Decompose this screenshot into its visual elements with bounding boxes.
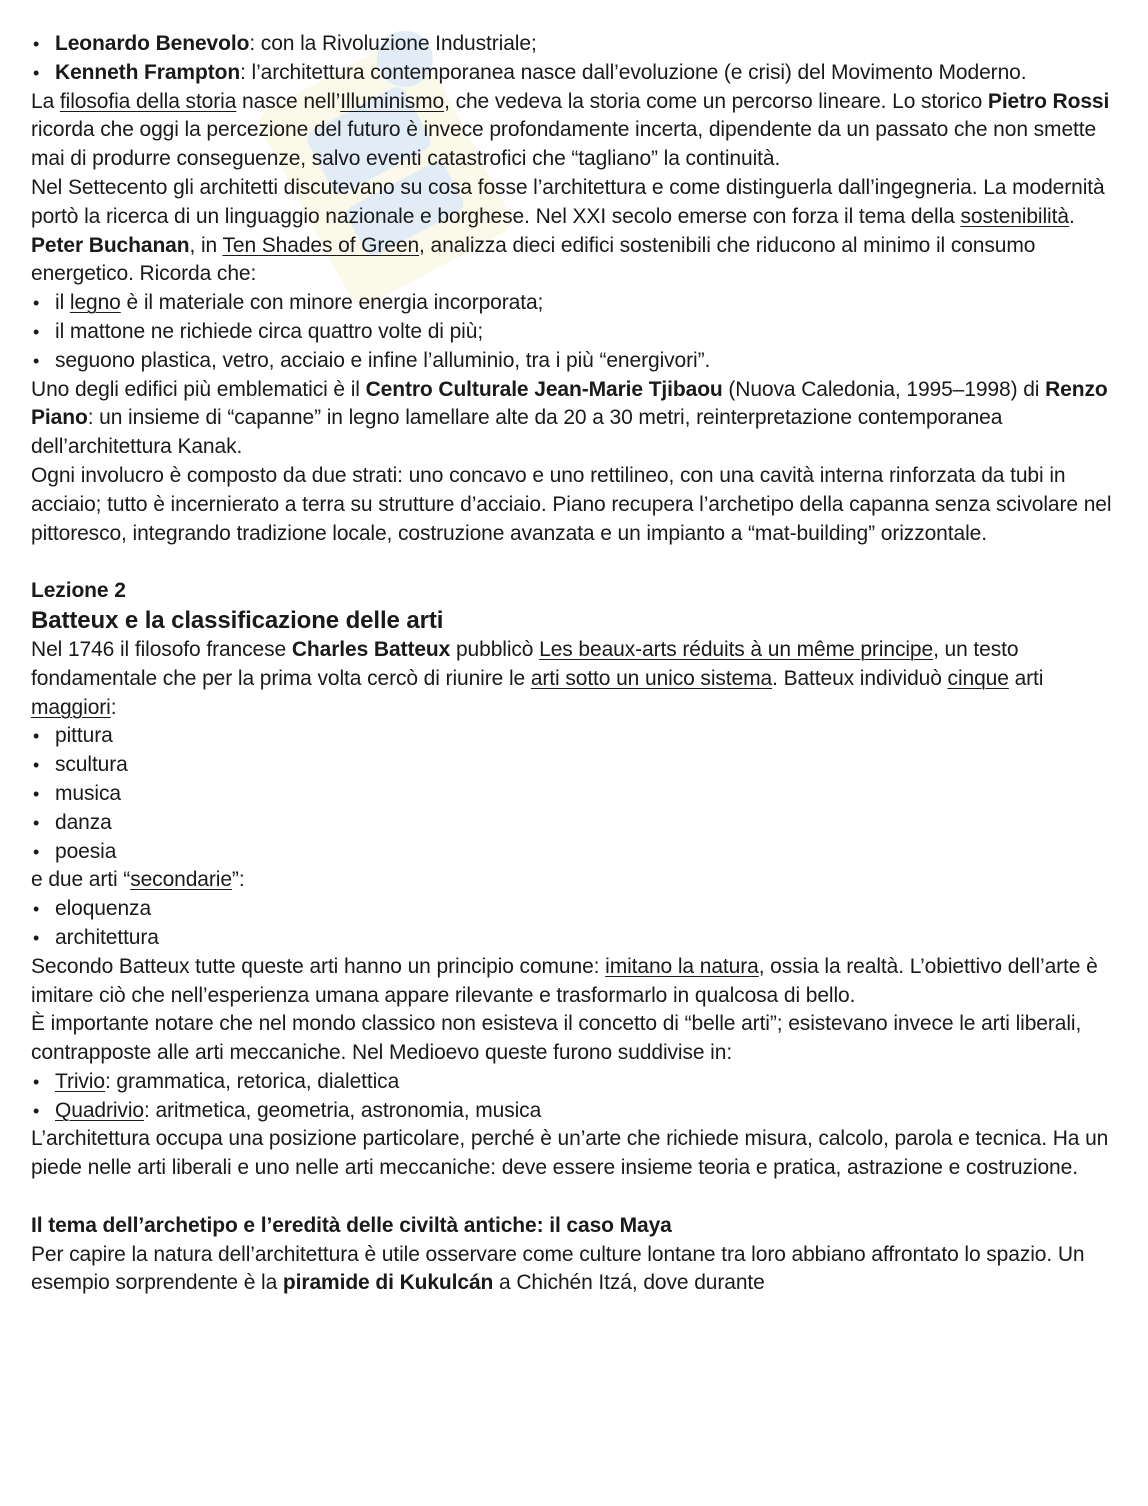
paragraph-tjibaou: Uno degli edifici più emblematici è il Centro Culturale Jean-Marie Tjibaou (Nuova Caledonia, 1995–1998) di Renzo Piano: un insieme di “capanne” in legno lamellare alte da 20 a 30 metri, reinterpretazione contemporanea dell’architettura Kanak. [31, 377, 1108, 459]
list-item: • poesia [31, 838, 1118, 867]
list-item: • Leonardo Benevolo: con la Rivoluzione Industriale; [31, 30, 1118, 59]
lesson-title: Batteux e la classificazione delle arti [31, 606, 444, 634]
major-arts-list [31, 722, 1118, 866]
list-item: • il mattone ne richiede circa quattro volte di più; [31, 318, 1118, 347]
paragraph-maya: Per capire la natura dell’architettura è utile osservare come culture lontane tra loro abbiano affrontato lo spazio. Un esempio sorprendente è la piramide di Kukulcán a Chichén Itzá, dove durante [31, 1242, 1085, 1295]
list-item: • pittura [31, 722, 1118, 751]
energy-list [31, 289, 1118, 375]
list-item: • danza [31, 809, 1118, 838]
paragraph-classico: È importante notare che nel mondo classico non esisteva il concetto di “belle arti”; esistevano invece le arti liberali, contrapposte alle arti meccaniche. Nel Medioevo queste furono suddivise in: [31, 1012, 1082, 1065]
liberal-arts-list [31, 1068, 1118, 1126]
minor-arts-list [31, 895, 1118, 953]
list-item: • architettura [31, 924, 1118, 953]
list-item: • il legno è il materiale con minore energia incorporata; [31, 289, 1118, 318]
paragraph-secondarie: e due arti “secondarie”: [31, 868, 245, 892]
lesson-label: Lezione 2 [31, 579, 126, 603]
list-item: • scultura [31, 751, 1118, 780]
paragraph-principio: Secondo Batteux tutte queste arti hanno un principio comune: imitano la natura, ossia la realtà. L’obiettivo dell’arte è imitare ciò che nell’esperienza umana appare rilevante e trasformarlo in qualcosa di bello. [31, 954, 1098, 1007]
list-item: • Kenneth Frampton: l’architettura contemporanea nasce dall’evoluzione (e crisi) del Movimento Moderno. [31, 59, 1118, 88]
list-item: • Trivio: grammatica, retorica, dialettica [31, 1068, 1118, 1097]
paragraph-involucro: Ogni involucro è composto da due strati: uno concavo e uno rettilineo, con una cavità interna rinforzata da tubi in acciaio; tutto è incernierato a terra su strutture d’acciaio. Piano recupera l’archetipo della capanna senza scivolare nel pittoresco, integrando tradizione locale, costruzione avanzata e un impianto a “mat-building” orizzontale. [31, 463, 1112, 545]
paragraph-settecento: Nel Settecento gli architetti discutevano su cosa fosse l’architettura e come distinguerla dall’ingegneria. La modernità portò la ricerca di un linguaggio nazionale e borghese. Nel XXI secolo emerse con forza il tema della sostenibilità. [31, 175, 1105, 228]
paragraph-filosofia: La filosofia della storia nasce nell’Illuminismo, che vedeva la storia come un percorso lineare. Lo storico Pietro Rossi ricorda che oggi la percezione del futuro è invece profondamente incerta, dipendente da un passato che non smette mai di produrre conseguenze, salvo eventi catastrofici che “tagliano” la continuità. [31, 89, 1110, 171]
list-item: • seguono plastica, vetro, acciaio e infine l’alluminio, tra i più “energivori”. [31, 347, 1118, 376]
paragraph-buchanan: Peter Buchanan, in Ten Shades of Green, analizza dieci edifici sostenibili che riducono al minimo il consumo energetico. Ricorda che: [31, 233, 1036, 286]
list-item: • musica [31, 780, 1118, 809]
section-title-maya: Il tema dell’archetipo e l’eredità delle civiltà antiche: il caso Maya [31, 1213, 672, 1237]
paragraph-architettura: L’architettura occupa una posizione particolare, perché è un’arte che richiede misura, calcolo, parola e tecnica. Ha un piede nelle arti liberali e uno nelle arti meccaniche: deve essere insieme teoria e pratica, astrazione e costruzione. [31, 1127, 1109, 1180]
list-item: • Quadrivio: aritmetica, geometria, astronomia, musica [31, 1097, 1118, 1126]
list-item: • eloquenza [31, 895, 1118, 924]
authors-list [31, 30, 1118, 88]
paragraph-batteux: Nel 1746 il filosofo francese Charles Batteux pubblicò Les beaux-arts réduits à un même principe, un testo fondamentale che per la prima volta cercò di riunire le arti sotto un unico sistema. Batteux individuò cinque arti maggiori: [31, 637, 1044, 719]
